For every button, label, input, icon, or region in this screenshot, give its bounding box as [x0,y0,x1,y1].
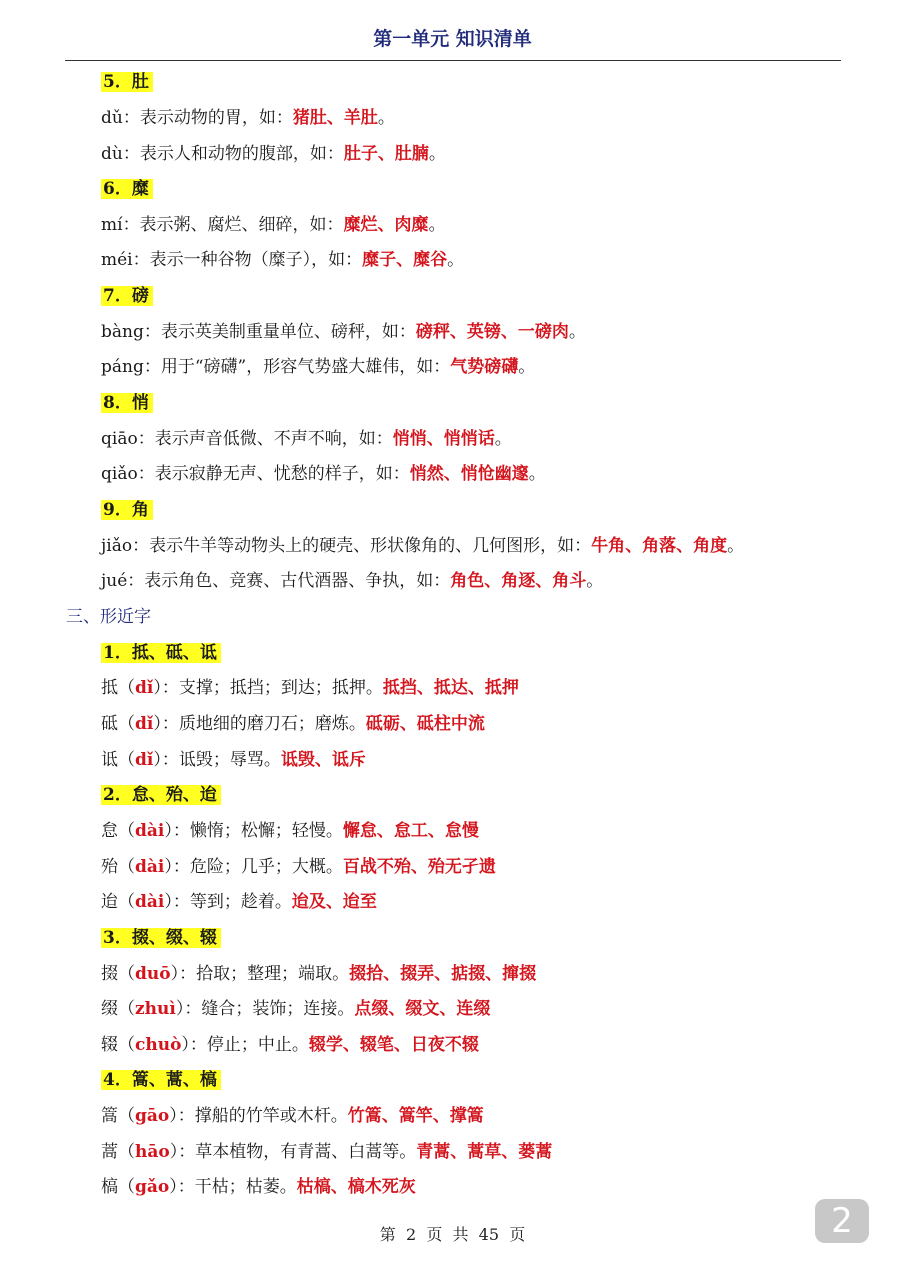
pinyin: zhuì [135,999,176,1019]
example-words: 悄悄、悄悄话 [392,429,495,449]
highlighted-heading: 9．角 [101,500,153,520]
text-segment: 缀（ [101,999,135,1019]
similar-entry [101,994,490,1024]
example-words: 辍学、辍笔、日夜不辍 [308,1035,479,1055]
highlighted-heading: 7．磅 [101,286,153,306]
text-segment: ）：质地细的磨刀石；磨炼。 [153,714,366,734]
example-words: 点缀、缀文、连缀 [354,999,491,1019]
text-segment: 槁（ [101,1177,135,1197]
polyphone-entry [101,317,586,347]
text-segment: bàng [101,322,144,342]
text-segment: 蒿（ [101,1142,135,1162]
similar-entry [101,1137,552,1167]
text-segment: jiǎo [101,536,133,556]
text-segment: 。 [428,215,446,235]
section-title: 三、形近字 [66,607,151,627]
page-number-badge: 2 [815,1199,869,1243]
highlighted-heading: 8．悄 [101,393,153,413]
text-segment: ：表示牛羊等动物头上的硬壳、形状像角的、几何图形，如： [132,536,592,556]
text-segment: dǔ [101,108,123,128]
similar-entry [101,745,366,775]
text-segment: ）：草本植物，有青蒿、白蒿等。 [169,1142,417,1162]
example-words: 角色、角逐、角斗 [450,571,587,591]
polyphone-entry [101,459,546,489]
similar-entry [101,1101,484,1131]
text-segment: ：表示寂静无声、忧愁的样子，如： [137,464,410,484]
text-segment: ：表示粥、腐烂、细碎，如： [122,215,344,235]
similar-entry [101,673,519,703]
text-segment: 。 [428,144,446,164]
polyphone-heading [101,281,153,311]
text-segment: ）：撑船的竹竿或木杆。 [169,1106,348,1126]
text-segment: páng [101,357,144,377]
highlighted-heading: 4．篙、蒿、槁 [101,1070,221,1090]
text-segment: qiǎo [101,464,138,484]
text-segment: ）：懒惰；松懈；轻慢。 [164,821,343,841]
text-segment: 。 [568,322,586,342]
polyphone-entry [101,352,535,382]
text-segment: 辍（ [101,1035,135,1055]
text-segment: 殆（ [101,857,135,877]
polyphone-entry [101,424,512,454]
example-words: 糜子、糜谷 [362,250,448,270]
text-segment: ：表示人和动物的腹部，如： [122,144,344,164]
polyphone-entry [101,531,744,561]
example-words: 牛角、角落、角度 [591,536,728,556]
similar-entry [101,1030,479,1060]
example-words: 肚子、肚腩 [343,144,429,164]
text-segment: ）：缝合；装饰；连接。 [175,999,355,1019]
polyphone-heading [101,174,153,204]
text-segment: ）：干枯；枯萎。 [169,1177,297,1197]
example-words: 砥砺、砥柱中流 [365,714,485,734]
text-segment: 。 [528,464,546,484]
polyphone-entry [101,566,603,596]
example-words: 气势磅礴 [450,357,519,377]
similar-heading [101,780,221,810]
text-segment: ：表示声音低微、不声不响，如： [137,429,393,449]
polyphone-entry [101,245,464,275]
polyphone-heading [101,495,153,525]
example-words: 枯槁、槁木死灰 [296,1177,416,1197]
text-segment: méi [101,250,133,270]
text-segment: 砥（ [101,714,135,734]
text-segment: 诋（ [101,750,135,770]
highlighted-heading: 6．糜 [101,179,153,199]
text-segment: 。 [586,571,604,591]
similar-entry [101,887,377,917]
example-words: 猪肚、羊肚 [292,108,378,128]
similar-entry [101,816,479,846]
text-segment: ）：等到；趁着。 [164,892,292,912]
polyphone-entry [101,139,446,169]
similar-entry [101,709,485,739]
polyphone-entry [101,103,395,133]
pinyin: chuò [135,1035,182,1055]
text-segment: ：表示一种谷物（糜子），如： [132,250,363,270]
example-words: 青蒿、蒿草、蒌蒿 [416,1142,553,1162]
example-words: 迨及、迨至 [291,892,377,912]
text-segment: 抵（ [101,678,135,698]
text-segment: 怠（ [101,821,135,841]
text-segment: 。 [447,250,465,270]
text-segment: 。 [518,357,536,377]
pinyin: gāo [135,1106,170,1126]
pinyin: gǎo [135,1177,170,1197]
example-words: 抵挡、抵达、抵押 [382,678,519,698]
pinyin: dǐ [135,714,154,734]
header-divider [65,60,841,61]
similar-entry [101,1172,416,1202]
text-segment: ）：支撑；抵挡；到达；抵押。 [153,678,383,698]
similar-heading [101,638,221,668]
highlighted-heading: 1．抵、砥、诋 [101,643,221,663]
text-segment: 篙（ [101,1106,135,1126]
text-segment: ）：拾取；整理；端取。 [170,964,350,984]
text-segment: ）：停止；中止。 [181,1035,309,1055]
text-segment: ：表示角色、竞赛、古代酒器、争执，如： [127,571,451,591]
polyphone-heading [101,67,153,97]
example-words: 糜烂、肉糜 [343,215,429,235]
highlighted-heading: 2．怠、殆、迨 [101,785,221,805]
highlighted-heading: 5．肚 [101,72,153,92]
text-segment: 掇（ [101,964,135,984]
polyphone-heading [101,388,153,418]
text-segment: ）：危险；几乎；大概。 [164,857,343,877]
example-words: 百战不殆、殆无孑遗 [342,857,496,877]
example-words: 掇拾、掇弄、掂掇、撺掇 [349,964,537,984]
text-segment: ：用于“磅礴”，形容气势盛大雄伟，如： [143,357,451,377]
pinyin: dǐ [135,750,154,770]
text-segment: qiāo [101,429,138,449]
page-header-title: 第一单元 知识清单 [373,28,532,50]
text-segment: 。 [727,536,745,556]
pinyin: duō [135,964,171,984]
pinyin: hāo [135,1142,170,1162]
text-segment: 迨（ [101,892,135,912]
pinyin: dǐ [135,678,154,698]
text-segment: 。 [377,108,395,128]
text-segment: ：表示动物的胃，如： [122,108,293,128]
text-segment: mí [101,215,123,235]
example-words: 诋毁、诋斥 [280,750,366,770]
text-segment: ：表示英美制重量单位、磅秤，如： [143,322,416,342]
text-segment: ）：诋毁；辱骂。 [153,750,281,770]
polyphone-entry [101,210,446,240]
similar-entry [101,852,496,882]
pinyin: dài [135,857,165,877]
similar-heading [101,1065,221,1095]
example-words: 竹篙、篙竿、撑篙 [347,1106,484,1126]
text-segment: jué [101,571,128,591]
text-segment: dù [101,144,123,164]
example-words: 悄然、悄怆幽邃 [409,464,529,484]
example-words: 懈怠、怠工、怠慢 [342,821,479,841]
similar-heading [101,923,221,953]
example-words: 磅秤、英镑、一磅肉 [415,322,569,342]
page-footer: 第 2 页 共 45 页 [379,1225,526,1244]
text-segment: 。 [494,429,512,449]
similar-entry [101,959,536,989]
highlighted-heading: 3．掇、缀、辍 [101,928,221,948]
pinyin: dài [135,821,165,841]
pinyin: dài [135,892,165,912]
